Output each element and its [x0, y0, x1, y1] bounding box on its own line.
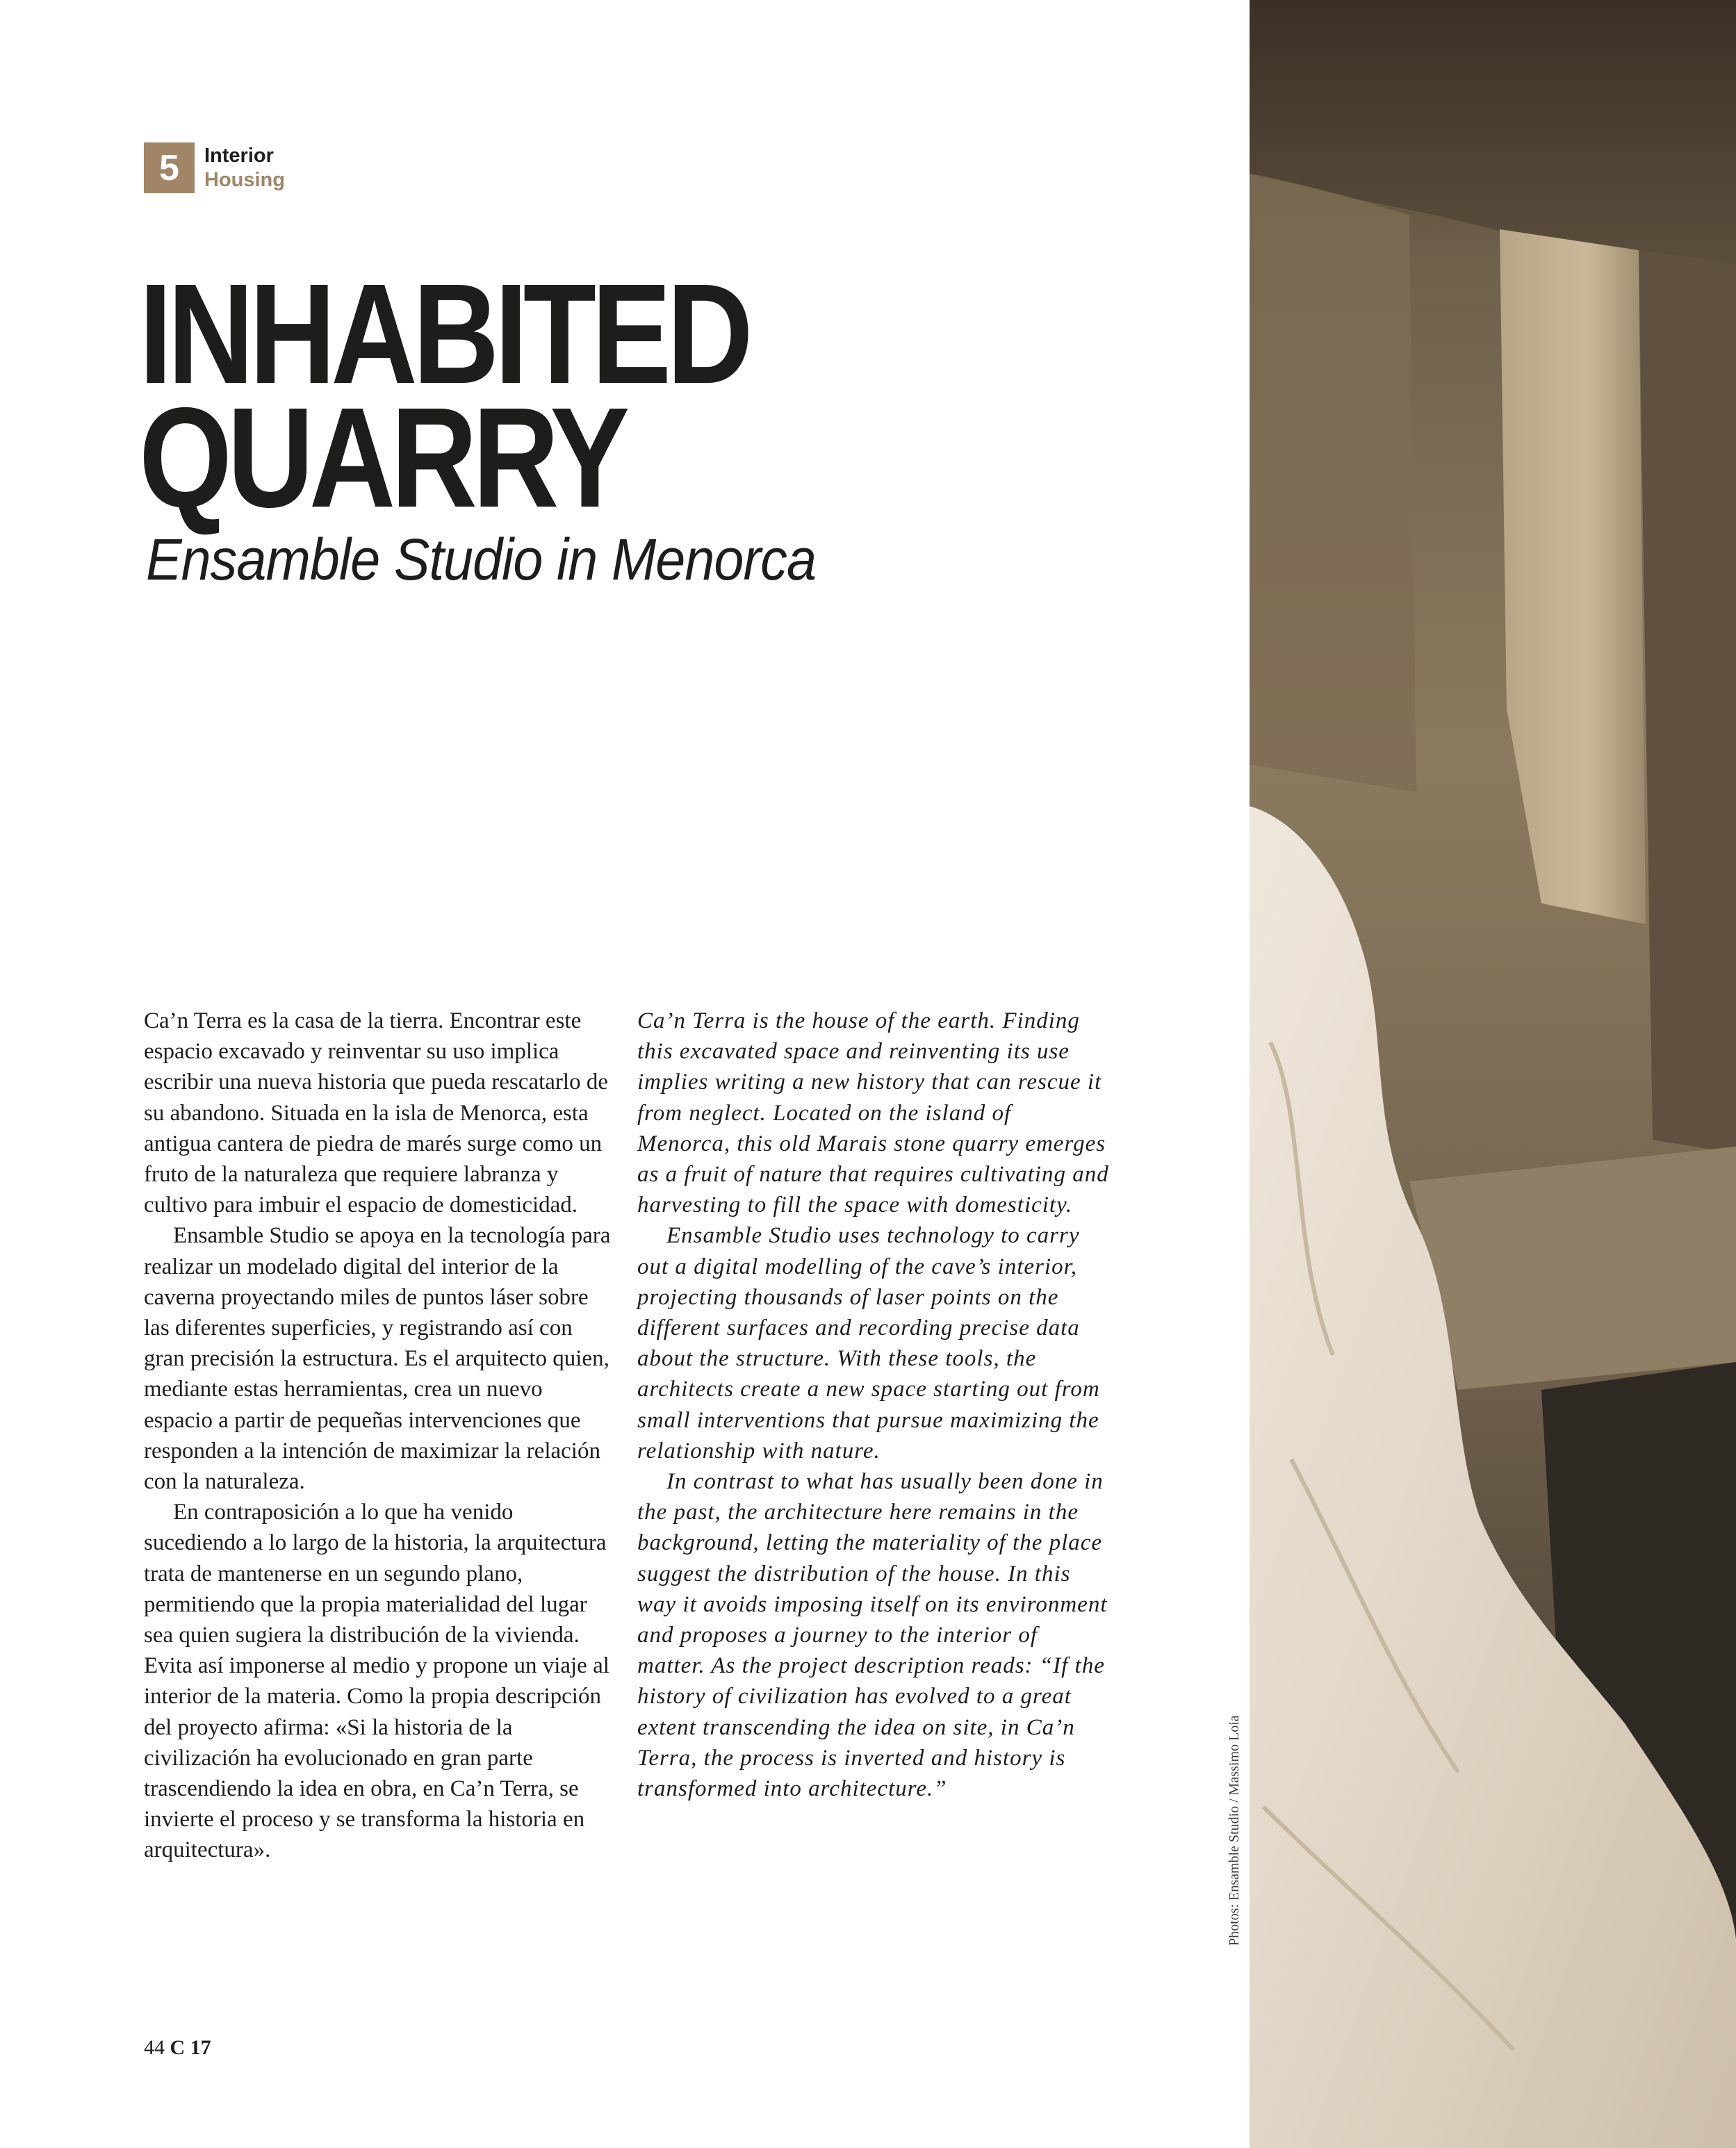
section-labels: [204, 144, 285, 192]
paragraph-es-2: Ensamble Studio se apoya en la tecnología para realizar un modelado digital del interior de la caverna proyectando miles de puntos láser sobre las diferentes superficies, y registrando así con gran precisión la estructura. Es el arquitecto quien, mediante estas herramientas, crea un nuevo espacio a partir de pequeñas intervenciones que responden a la intención de maximizar la relación con la naturaleza.: [144, 1223, 611, 1495]
paragraph-es-1: Ca’n Terra es la casa de la tierra. Encontrar este espacio excavado y reinventar su uso implica escribir una nueva historia que pueda rescatarlo de su abandono. Situada en la isla de Menorca, esta antigua cantera de piedra de marés surge como un fruto de la naturaleza que requiere labranza y cultivo para imbuir el espacio de domesticidad.: [144, 1008, 608, 1218]
cave-wall-right: [1639, 250, 1736, 1154]
section-label-primary: Interior: [204, 144, 274, 167]
section-tag: [144, 142, 285, 193]
body-column-spanish: [144, 1006, 616, 1866]
paragraph-es-3: En contraposición a lo que ha venido sucediendo a lo largo de la historia, la arquitectura trata de mantenerse en un segundo plano, permitiendo que la propia materialidad del lugar sea quien sugiera la distribución de la vivienda. Evita así imponerse al medio y propone un viaje al interior de la materia. Como la propia descripción del proyecto afirma: «Si la historia de la civilización ha evolucionado en gran parte trascendiendo la idea en obra, en Ca’n Terra, se invierte el proceso y se transforma la historia en arquitectura».: [144, 1500, 609, 1863]
magazine-issue: 17: [190, 2036, 211, 2059]
title-line-1: INHABITED: [139, 254, 749, 413]
section-number: 5: [144, 142, 195, 193]
magazine-letter: C: [170, 2036, 186, 2059]
body-column-english: [637, 1006, 1110, 1804]
photo-credit: Photos: Ensamble Studio / Massimo Loia: [1227, 1715, 1242, 1946]
page-folio: [144, 2036, 211, 2060]
section-label-secondary: Housing: [204, 168, 285, 191]
paragraph-en-3: In contrast to what has usually been done in the past, the architecture here remains in the background, letting the materiality of the place suggest the distribution of the house. In this way it avoids imposing itself on its environment and proposes a journey to the interior of matter. As the project description reads: “If the history of civilization has evolved to a great extent transcending the idea on site, in Ca’n Terra, the process is inverted and history is transformed into architecture.”: [637, 1469, 1108, 1802]
cave-wall-left: [1250, 174, 1416, 792]
paragraph-en-2: Ensamble Studio uses technology to carry out a digital modelling of the cave’s interior, projecting thousands of laser points on the different surfaces and recording precise data about the structure. With these tools, the architects create a new space starting out from small interventions that pursue maximizing the relationship with nature.: [637, 1223, 1100, 1464]
title-line-2: QUARRY: [139, 378, 625, 537]
page-number: 44: [144, 2036, 165, 2059]
article-subtitle: Ensamble Studio in Menorca: [146, 527, 817, 592]
rock-ledge: [1409, 1147, 1736, 1390]
article-title: [139, 254, 749, 537]
quarry-photo: [1250, 0, 1736, 2148]
paragraph-en-1: Ca’n Terra is the house of the earth. Finding this excavated space and reinventing its use implies writing a new history that can rescue it from neglect. Located on the island of Menorca, this old Marais stone quarry emerges as a fruit of nature that requires cultivating and harvesting to fill the space with domesticity.: [637, 1008, 1109, 1218]
